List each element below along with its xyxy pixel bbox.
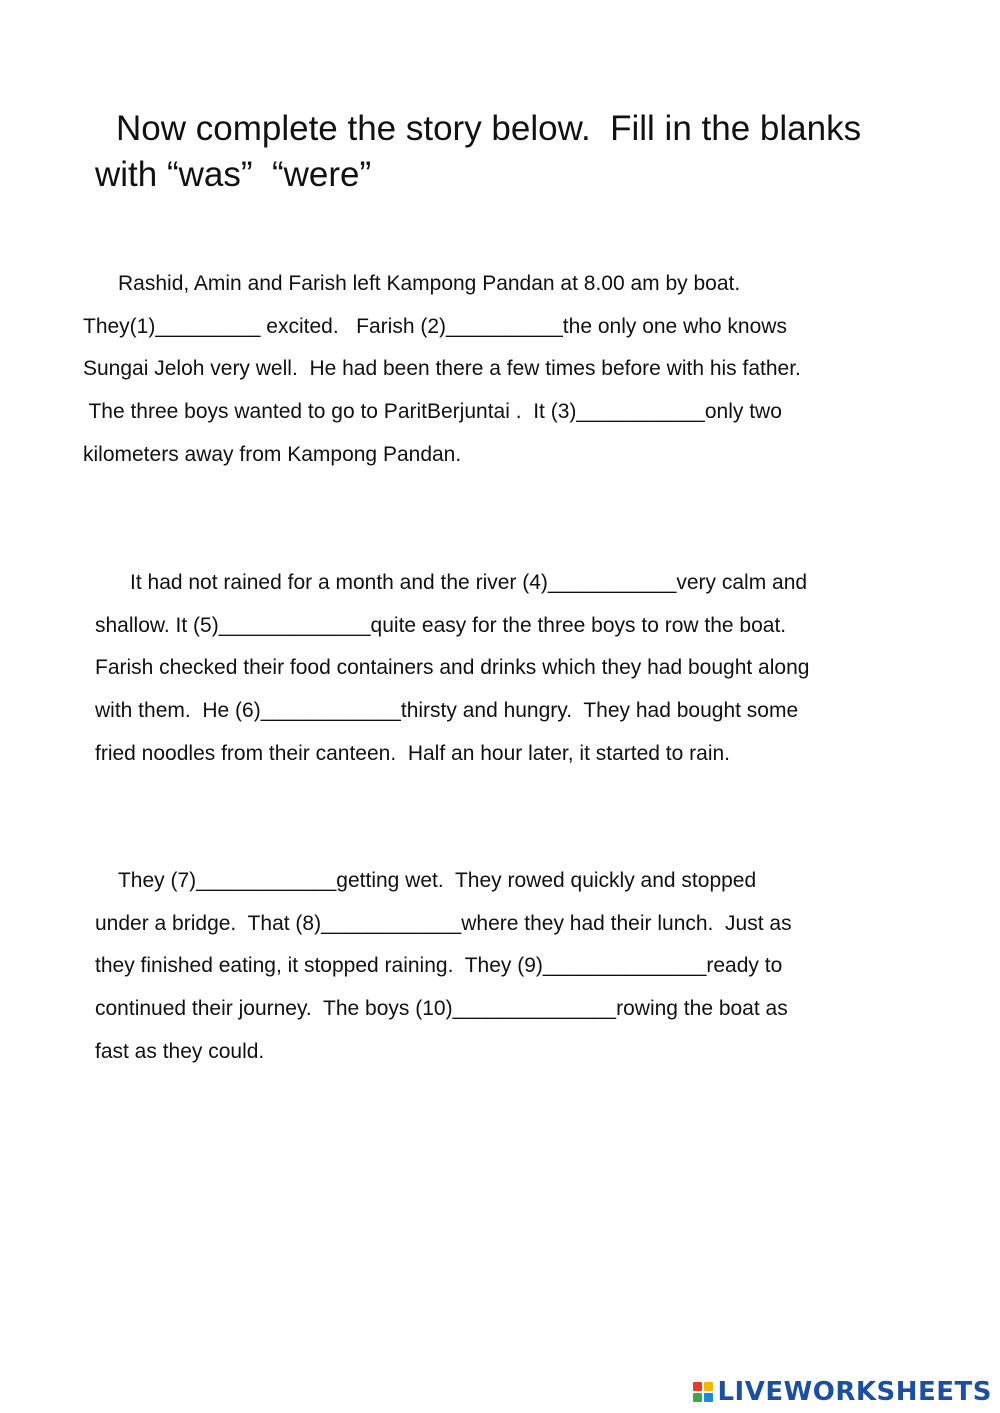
story-line: Rashid, Amin and Farish left Kampong Pandan at 8.00 am by boat.: [83, 272, 741, 295]
liveworksheets-logo[interactable]: [693, 1377, 992, 1407]
story-line: The three boys wanted to go to ParitBerjuntai . It (3)___________only two: [83, 400, 782, 423]
story-line: It had not rained for a month and the river (4)___________very calm and: [95, 571, 808, 594]
liveworksheets-logo-icon: [693, 1382, 713, 1402]
story-line: with them. He (6)____________thirsty and hungry. They had bought some: [95, 699, 799, 722]
story-line: Sungai Jeloh very well. He had been there a few times before with his father.: [83, 357, 801, 380]
story-line: fried noodles from their canteen. Half an hour later, it started to rain.: [95, 742, 731, 765]
story-line: They(1)_________ excited. Farish (2)__________the only one who knows: [83, 315, 787, 338]
logo-square-icon: [693, 1393, 702, 1402]
story-line: under a bridge. That (8)____________where they had their lunch. Just as: [95, 912, 792, 935]
story-line: They (7)____________getting wet. They rowed quickly and stopped: [95, 869, 757, 892]
instructions-title: [95, 106, 955, 198]
story-line: kilometers away from Kampong Pandan.: [83, 443, 462, 466]
logo-square-icon: [693, 1382, 702, 1391]
logo-text: LIVEWORKSHEETS: [717, 1377, 992, 1407]
story-line: fast as they could.: [95, 1040, 265, 1063]
title-line-1: Now complete the story below. Fill in the blanks: [116, 109, 862, 148]
story-line: they finished eating, it stopped raining. They (9)______________ready to: [95, 954, 783, 977]
logo-square-icon: [704, 1382, 713, 1391]
story-line: continued their journey. The boys (10)______________rowing the boat as: [95, 997, 788, 1020]
logo-square-icon: [704, 1393, 713, 1402]
title-line-2: with “was” “were”: [95, 155, 372, 194]
story-line: shallow. It (5)_____________quite easy for the three boys to row the boat.: [95, 614, 787, 637]
story-line: Farish checked their food containers and drinks which they had bought along: [95, 656, 810, 679]
